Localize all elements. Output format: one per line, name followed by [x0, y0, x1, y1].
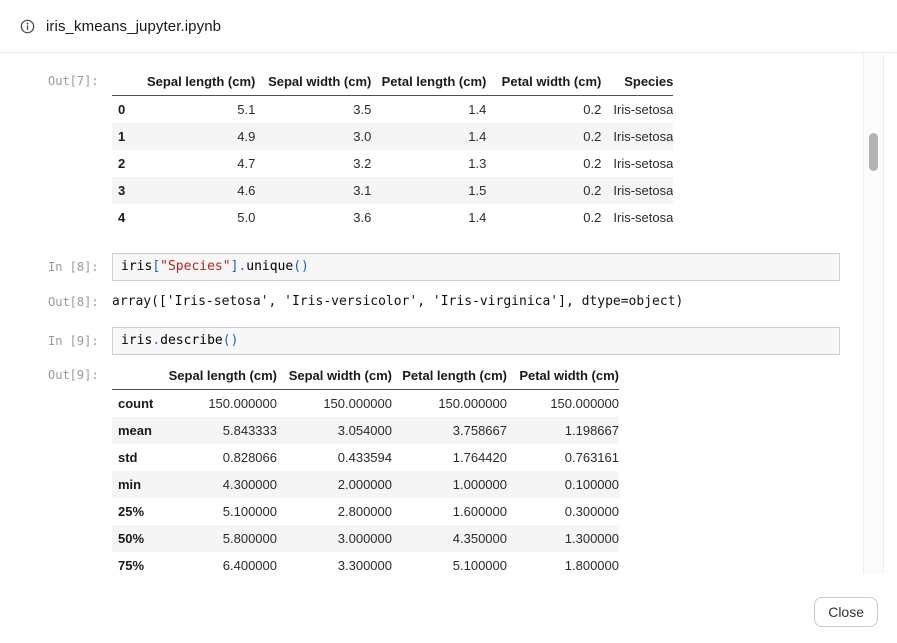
code-token: ) [230, 333, 239, 348]
table-cell: 1.000000 [452, 477, 507, 492]
close-button[interactable]: Close [814, 597, 878, 627]
code-token: ( [222, 333, 231, 348]
row-index: count [118, 396, 154, 411]
table-cell: 5.843333 [222, 423, 277, 438]
table-row [112, 417, 619, 444]
table-row [112, 177, 673, 204]
table-cell: Iris-setosa [613, 210, 674, 225]
notebook-preview[interactable] [0, 54, 897, 574]
column-header: Sepal length (cm) [160, 362, 277, 390]
table-row [112, 150, 673, 177]
dialog-header [0, 0, 897, 53]
table-cell: 3.1 [353, 183, 372, 198]
row-index: 0 [118, 102, 126, 117]
table-cell: 0.2 [583, 129, 602, 144]
table-cell: 3.2 [353, 156, 372, 171]
scrollbar-track[interactable] [863, 54, 884, 574]
table-header-row [112, 68, 673, 96]
table-cell: 2.800000 [337, 504, 392, 519]
dataframe-table [112, 362, 619, 574]
table-cell: 150.000000 [438, 396, 507, 411]
output-cell-9 [0, 362, 897, 574]
table-cell: 3.000000 [337, 531, 392, 546]
info-icon [20, 19, 35, 34]
table-cell: 3.5 [353, 102, 372, 117]
code-token: . [238, 259, 247, 274]
row-index: mean [118, 423, 152, 438]
column-header: Sepal width (cm) [277, 362, 392, 390]
table-cell: 1.4 [468, 129, 487, 144]
code-token: ) [301, 259, 309, 274]
table-cell: 1.5 [468, 183, 487, 198]
table-cell: 3.758667 [452, 423, 507, 438]
index-header [112, 362, 160, 390]
code-token: iris [121, 333, 153, 348]
table-row [112, 204, 673, 231]
column-header: Petal width (cm) [486, 68, 601, 96]
table-cell: 1.198667 [564, 423, 619, 438]
table-cell: 4.300000 [222, 477, 277, 492]
table-cell: 1.300000 [564, 531, 619, 546]
row-index: 1 [118, 129, 126, 144]
table-cell: 4.6 [237, 183, 256, 198]
column-header: Species [601, 68, 673, 96]
table-cell: 2.000000 [337, 477, 392, 492]
table-cell: 0.828066 [222, 450, 277, 465]
scrollbar-thumb[interactable] [869, 133, 878, 171]
input-prompt: In [8]: [48, 260, 99, 274]
column-header: Petal length (cm) [371, 68, 486, 96]
table-cell: 3.054000 [337, 423, 392, 438]
code-token: ( [293, 259, 302, 274]
input-prompt: In [9]: [48, 334, 99, 348]
code-token: describe [160, 333, 223, 348]
iris-describe-table [112, 362, 619, 574]
column-header: Petal width (cm) [507, 362, 619, 390]
table-cell: 150.000000 [323, 396, 392, 411]
table-cell: Iris-setosa [613, 183, 674, 198]
table-cell: 3.6 [353, 210, 372, 225]
table-cell: 150.000000 [208, 396, 277, 411]
table-cell: Iris-setosa [613, 102, 674, 117]
dataframe-table [112, 68, 673, 231]
table-cell: 0.2 [583, 156, 602, 171]
table-cell: 4.350000 [452, 531, 507, 546]
table-cell: 1.4 [468, 102, 487, 117]
output-prompt: Out[8]: [48, 295, 99, 309]
row-index: 75% [118, 558, 145, 573]
row-index: 3 [118, 183, 126, 198]
table-cell: 0.2 [583, 210, 602, 225]
column-header: Petal length (cm) [392, 362, 507, 390]
table-cell: 1.4 [468, 210, 487, 225]
code-token: "Species" [160, 259, 231, 274]
table-row [112, 123, 673, 150]
table-cell: 0.2 [583, 183, 602, 198]
table-cell: 5.0 [237, 210, 256, 225]
code-editor-cell-9[interactable] [112, 327, 840, 355]
table-cell: 5.1 [237, 102, 256, 117]
table-row [112, 471, 619, 498]
table-cell: 1.800000 [564, 558, 619, 573]
table-cell: 0.2 [583, 102, 602, 117]
table-cell: 3.300000 [337, 558, 392, 573]
input-cell-8 [0, 253, 897, 281]
table-cell: 1.3 [468, 156, 487, 171]
table-cell: Iris-setosa [613, 156, 674, 171]
row-index: 4 [118, 210, 126, 225]
table-cell: Iris-setosa [613, 129, 674, 144]
table-cell: 1.764420 [452, 450, 507, 465]
table-cell: 5.100000 [222, 504, 277, 519]
table-cell: 0.300000 [564, 504, 619, 519]
code-token: ] [230, 259, 239, 274]
table-cell: 6.400000 [222, 558, 277, 573]
table-row [112, 525, 619, 552]
output-prompt: Out[9]: [48, 368, 99, 382]
table-cell: 0.433594 [337, 450, 392, 465]
iris-head-table [112, 68, 673, 231]
table-cell: 4.7 [237, 156, 256, 171]
row-index: 25% [118, 504, 145, 519]
code-token: . [152, 333, 161, 348]
row-index: 2 [118, 156, 126, 171]
code-token: unique [246, 259, 294, 274]
table-cell: 1.600000 [452, 504, 507, 519]
array-output-text: array(['Iris-setosa', 'Iris-versicolor', 'Iris-virginica'], dtype=object) [112, 294, 684, 309]
table-row [112, 498, 619, 525]
table-cell: 0.763161 [564, 450, 619, 465]
output-cell-8 [0, 294, 897, 309]
row-index: 50% [118, 531, 145, 546]
dialog-title: iris_kmeans_jupyter.ipynb [46, 17, 222, 35]
table-cell: 4.9 [237, 129, 256, 144]
table-header-row [112, 362, 619, 390]
table-cell: 5.100000 [452, 558, 507, 573]
row-index: min [118, 477, 142, 492]
output-cell-7 [0, 68, 897, 231]
index-header [112, 68, 147, 96]
table-cell: 0.100000 [564, 477, 619, 492]
table-cell: 5.800000 [222, 531, 277, 546]
table-cell: 150.000000 [550, 396, 619, 411]
table-cell: 3.0 [353, 129, 372, 144]
row-index: std [118, 450, 138, 465]
code-token: iris [121, 259, 153, 274]
table-row [112, 390, 619, 418]
column-header: Sepal width (cm) [255, 68, 371, 96]
column-header: Sepal length (cm) [147, 68, 255, 96]
table-row [112, 444, 619, 471]
table-row [112, 96, 673, 124]
table-row [112, 552, 619, 574]
code-editor-cell-8[interactable] [112, 253, 840, 281]
output-prompt: Out[7]: [48, 74, 99, 88]
input-cell-9 [0, 327, 897, 355]
code-token: [ [152, 259, 161, 274]
